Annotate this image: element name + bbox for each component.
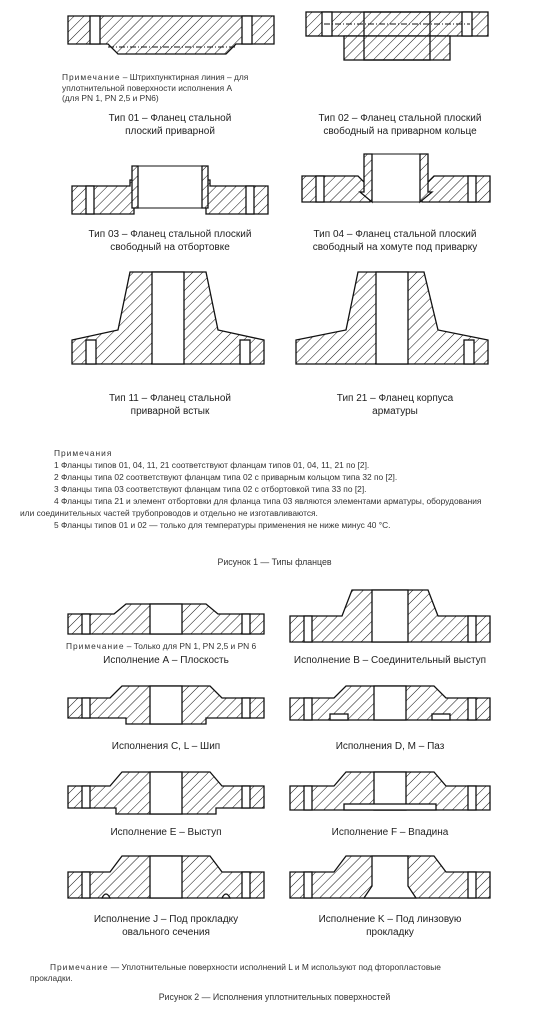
flange-type-02-drawing xyxy=(304,10,490,62)
fig1-notes xyxy=(20,447,540,531)
flange-type-01-drawing xyxy=(66,14,276,58)
note-mid xyxy=(66,641,296,652)
variant-a-caption: Исполнение А – Плоскость xyxy=(103,655,229,666)
fig1-note-5: 5 Фланцы типов 01 и 02 — только для температуры применения не ниже минус 40 °С. xyxy=(54,520,391,530)
variant-e-drawing xyxy=(66,766,266,816)
variant-k-drawing xyxy=(288,850,492,902)
fig2-note-line2: прокладки. xyxy=(30,972,73,983)
variant-e-caption: Исполнение E – Выступ xyxy=(110,827,222,838)
variant-d-drawing xyxy=(288,680,492,726)
fig1-note-4: 4 Фланцы типа 21 и элемент отбортовки для фланца типа 03 являются элементами арматуры, оборудования xyxy=(54,496,482,506)
type-02-caption: Тип 02 – Фланец стальной плоский свободный на приварном кольце xyxy=(318,113,482,137)
note-mid-heading: Примечание xyxy=(66,641,125,651)
note-top-line2: уплотнительной поверхности исполнения А xyxy=(62,82,233,93)
note-top-line3: (для PN 1, PN 2,5 и PN6) xyxy=(62,93,159,103)
variant-d-caption: Исполнения D, M – Паз xyxy=(335,741,445,752)
variant-j-drawing xyxy=(66,850,266,902)
flange-type-11-drawing xyxy=(68,268,268,366)
variant-b-caption: Исполнение В – Соединительный выступ xyxy=(293,655,487,666)
note-top-heading: Примечание xyxy=(62,72,121,82)
variant-c-drawing xyxy=(66,680,266,726)
fig1-note-2: 2 Фланцы типа 02 соответствуют фланцам типа 02 с приварным кольцом типа 32 по [2]. xyxy=(54,472,398,482)
flange-type-03-drawing xyxy=(70,164,270,220)
flange-type-21-drawing xyxy=(292,268,492,366)
variant-f-caption: Исполнение F – Впадина xyxy=(331,827,449,838)
note-top xyxy=(62,72,292,104)
type-03-caption: Тип 03 – Фланец стальной плоский свободный на отбортовке xyxy=(88,229,252,253)
fig1-note-4-cont: или соединительных частей трубопроводов и отдельно не изготавливаются. xyxy=(20,508,318,518)
fig2-note-heading: Примечание xyxy=(50,962,109,972)
fig2-note-line1: — Уплотнительные поверхности исполнений L и M используют под фторопластовые xyxy=(108,962,441,972)
variant-a-drawing xyxy=(66,600,266,636)
fig1-note-1: 1 Фланцы типов 01, 04, 11, 21 соответствуют фланцам типов 01, 04, 11, 21 по [2]. xyxy=(54,460,370,470)
fig1-notes-heading: Примечания xyxy=(54,448,113,458)
type-04-caption: Тип 04 – Фланец стальной плоский свободный на хомуте под приварку xyxy=(312,229,478,253)
variant-f-drawing xyxy=(288,766,492,816)
fig1-note-3: 3 Фланцы типа 03 соответствуют фланцам типа 02 с отбортовкой типа 33 по [2]. xyxy=(54,484,367,494)
type-21-caption: Тип 21 – Фланец корпуса арматуры xyxy=(336,393,454,417)
variant-k-caption: Исполнение K – Под линзовую прокладку xyxy=(318,914,462,938)
flange-type-04-drawing xyxy=(300,152,492,222)
type-11-caption: Тип 11 – Фланец стальной приварной встык xyxy=(109,393,231,417)
figure-1-caption: Рисунок 1 — Типы фланцев xyxy=(217,557,332,567)
variant-c-caption: Исполнения С, L – Шип xyxy=(111,741,221,752)
type-01-caption: Тип 01 – Фланец стальной плоский приварной xyxy=(108,113,232,137)
note-top-line1: – Штрихпунктирная линия – для xyxy=(120,72,249,82)
note-mid-text: – Только для PN 1, PN 2,5 и PN 6 xyxy=(124,641,257,651)
variant-j-caption: Исполнение J – Под прокладку овального сечения xyxy=(93,914,239,938)
fig2-note xyxy=(30,962,530,983)
figure-2-caption: Рисунок 2 — Исполнения уплотнительных поверхностей xyxy=(158,992,391,1002)
variant-b-drawing xyxy=(288,586,492,644)
